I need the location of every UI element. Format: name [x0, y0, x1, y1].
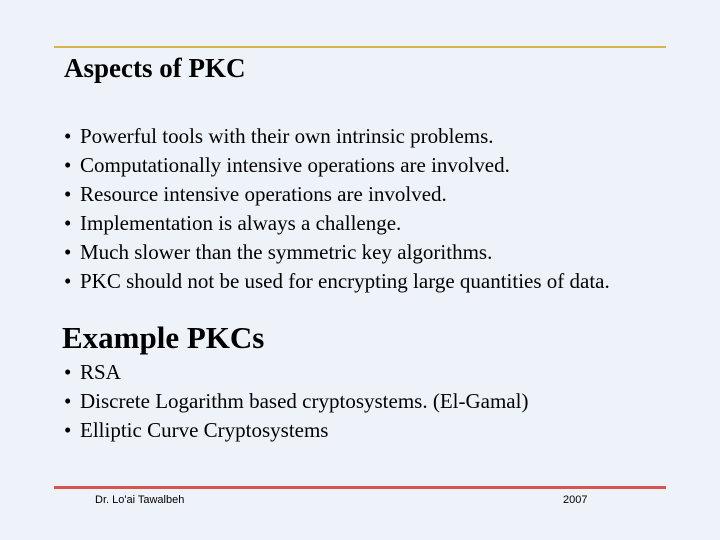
bullet-icon: •	[64, 182, 72, 206]
list-item-text: PKC should not be used for encrypting large quantities of data.	[80, 269, 610, 293]
bullet-icon: •	[64, 211, 72, 235]
list-item-text: Resource intensive operations are involved.	[80, 182, 447, 206]
list-item	[64, 416, 528, 445]
bullet-icon: •	[64, 124, 72, 148]
aspects-list	[64, 122, 610, 296]
bullet-icon: •	[64, 269, 72, 293]
list-item	[64, 267, 610, 296]
bullet-icon: •	[64, 360, 72, 384]
section-title-examples: Example PKCs	[62, 320, 265, 355]
bullet-icon: •	[64, 418, 72, 442]
top-divider	[54, 46, 666, 48]
list-item	[64, 122, 610, 151]
bullet-icon: •	[64, 240, 72, 264]
list-item	[64, 238, 610, 267]
list-item-text: Implementation is always a challenge.	[80, 211, 402, 235]
list-item-text: Powerful tools with their own intrinsic problems.	[80, 124, 494, 148]
list-item	[64, 209, 610, 238]
list-item-text: Computationally intensive operations are involved.	[80, 153, 510, 177]
examples-list	[64, 358, 528, 445]
section-title-aspects: Aspects of PKC	[64, 53, 246, 83]
list-item	[64, 387, 528, 416]
list-item	[64, 180, 610, 209]
bullet-icon: •	[64, 153, 72, 177]
footer-year: 2007	[563, 494, 588, 506]
bottom-divider	[54, 486, 666, 489]
bullet-icon: •	[64, 389, 72, 413]
list-item-text: Much slower than the symmetric key algorithms.	[80, 240, 493, 264]
list-item-text: Elliptic Curve Cryptosystems	[80, 418, 329, 442]
list-item-text: Discrete Logarithm based cryptosystems. (El-Gamal)	[80, 389, 529, 413]
footer-author: Dr. Lo'ai Tawalbeh	[95, 494, 185, 506]
list-item	[64, 358, 528, 387]
list-item-text: RSA	[80, 360, 121, 384]
list-item	[64, 151, 610, 180]
